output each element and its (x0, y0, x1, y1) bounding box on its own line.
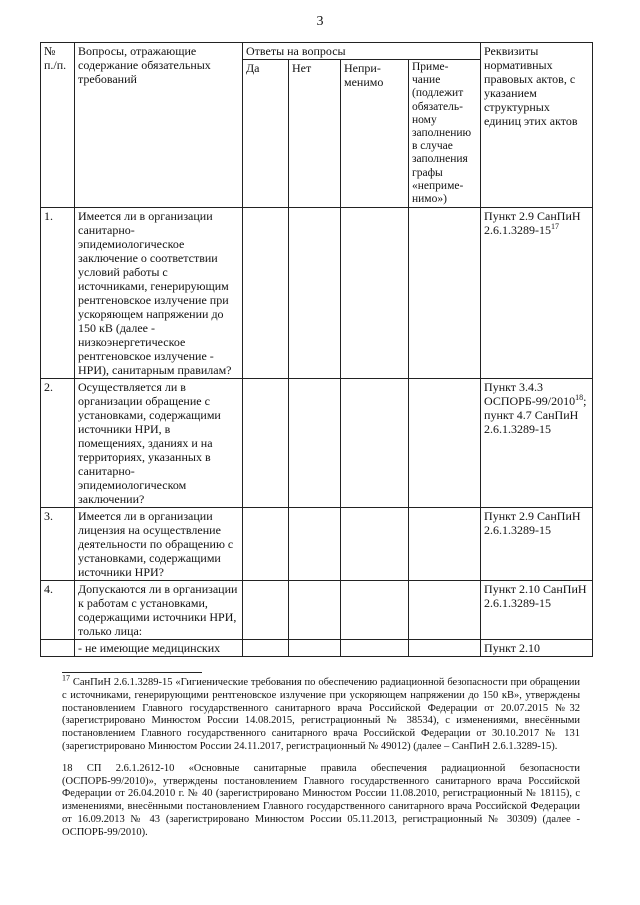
header-question: Вопросы, отражающие содержание обязательных требований (75, 43, 243, 208)
answer-note-cell[interactable] (409, 379, 481, 508)
header-requisites: Реквизиты нормативных правовых актов, с указанием структурных единиц этих актов (481, 43, 593, 208)
row-question: Осуществляется ли в организации обращение с установками, содержащими источники НРИ, в помещениях, зданиях и на территориях, указанных в санитарно-эпидемиологическом заключении? (75, 379, 243, 508)
table-row (41, 581, 593, 640)
answer-no-cell[interactable] (289, 208, 341, 379)
answer-note-cell[interactable] (409, 208, 481, 379)
row-requisites (481, 379, 593, 508)
footnote-ref: 18 (575, 393, 584, 403)
header-not-applicable: Непри- менимо (341, 60, 409, 208)
row-question: Имеется ли в организации санитарно-эпидемиологическое заключение о соответствии условий работы с источниками, генерирующим рентгеновское излучение при ускоряющем напряжении до 150 кВ (далее - низкоэнергетическое рентгеновское излучение - НРИ), санитарным правилам? (75, 208, 243, 379)
footnote-17 (62, 673, 580, 754)
row-number: 3. (41, 508, 75, 581)
row-question: Имеется ли в организации лицензия на осуществление деятельности по обращению с установками, содержащими источники НРИ? (75, 508, 243, 581)
checklist-table (40, 42, 593, 657)
answer-yes-cell[interactable] (243, 581, 289, 640)
footnote-18 (62, 763, 580, 840)
answer-yes-cell[interactable] (243, 208, 289, 379)
header-answers-group: Ответы на вопросы (243, 43, 481, 60)
requisites-tail: ; пункт 4.7 СанПиН 2.6.1.3289-15 (484, 394, 587, 437)
answer-na-cell[interactable] (341, 379, 409, 508)
row-requisites (481, 208, 593, 379)
requisites-text: Пункт 2.9 СанПиН 2.6.1.3289-15 (484, 209, 581, 238)
table-row (41, 379, 593, 508)
row-number: 1. (41, 208, 75, 379)
footnote-ref: 17 (551, 222, 560, 232)
row-question: Допускаются ли в организации к работам с установками, содержащими источники НРИ, только лица: (75, 581, 243, 640)
header-row-1 (41, 43, 593, 60)
row-requisites (481, 640, 593, 657)
row-question: - не имеющие медицинских (75, 640, 243, 657)
answer-no-cell[interactable] (289, 581, 341, 640)
answer-na-cell[interactable] (341, 640, 409, 657)
answer-note-cell[interactable] (409, 640, 481, 657)
row-number: 4. (41, 581, 75, 640)
answer-na-cell[interactable] (341, 508, 409, 581)
answer-no-cell[interactable] (289, 508, 341, 581)
answer-note-cell[interactable] (409, 581, 481, 640)
header-num: № п./п. (41, 43, 75, 208)
footnote-text: СанПиН 2.6.1.3289-15 «Гигиенические требования по обеспечению радиационной безопасности при обращении с источниками, генерирующими рентгеновское излучение при ускоряющем напряжении до 150 кВ», утверждены постановлением Главного государственного санитарного врача Российской Федерации от 20.07.2015 №32 (зарегистрировано Минюстом России 14.08.2015, регистрационный № 38534), с изменениями, внесёнными постановлением Главного государственного санитарного врача Российской Федерации от 30.10.2017 № 131 (зарегистрировано Минюстом России 24.11.2017, регистрационный № 49012) (далее – СанПиН 2.6.1.3289-15). (62, 677, 580, 752)
answer-yes-cell[interactable] (243, 640, 289, 657)
requisites-text: Пункт 2.9 СанПиН 2.6.1.3289-15 (484, 509, 581, 538)
table-row (41, 208, 593, 379)
footnote-divider (62, 672, 202, 673)
footnote-mark: 17 (62, 673, 70, 683)
answer-yes-cell[interactable] (243, 508, 289, 581)
header-yes: Да (243, 60, 289, 208)
table-row (41, 508, 593, 581)
answer-note-cell[interactable] (409, 508, 481, 581)
footnotes (62, 672, 580, 849)
header-no: Нет (289, 60, 341, 208)
requisites-text: Пункт 3.4.3 ОСПОРБ-99/2010 (484, 380, 576, 409)
page-number: 3 (316, 14, 324, 29)
header-note: Приме- чание (подлежит обязатель- ному заполнению в случае заполнения графы «неприме- нимо») (409, 60, 481, 208)
row-requisites (481, 508, 593, 581)
answer-yes-cell[interactable] (243, 379, 289, 508)
answer-no-cell[interactable] (289, 640, 341, 657)
table-row (41, 640, 593, 657)
answer-no-cell[interactable] (289, 379, 341, 508)
row-number: 2. (41, 379, 75, 508)
row-number (41, 640, 75, 657)
answer-na-cell[interactable] (341, 208, 409, 379)
answer-na-cell[interactable] (341, 581, 409, 640)
row-requisites (481, 581, 593, 640)
requisites-text: Пункт 2.10 (484, 641, 541, 656)
footnote-text: 18 СП 2.6.1.2612-10 «Основные санитарные правила обеспечения радиационной безопасности (ОСПОРБ-99/2010)», утверждены постановлением Главного государственного санитарного врача Российской Федерации от 26.04.2010 г. № 40 (зарегистрировано Минюстом России 11.08.2010, регистрационный № 18115), с изменениями, внесёнными постановлением Главного государственного санитарного врача Российской Федерации от 16.09.2013 № 43 (зарегистрировано Минюстом России 05.11.2013, регистрационный № 30309) (далее - ОСПОРБ-99/2010). (62, 762, 580, 838)
requisites-text: Пункт 2.10 СанПиН 2.6.1.3289-15 (484, 582, 587, 611)
